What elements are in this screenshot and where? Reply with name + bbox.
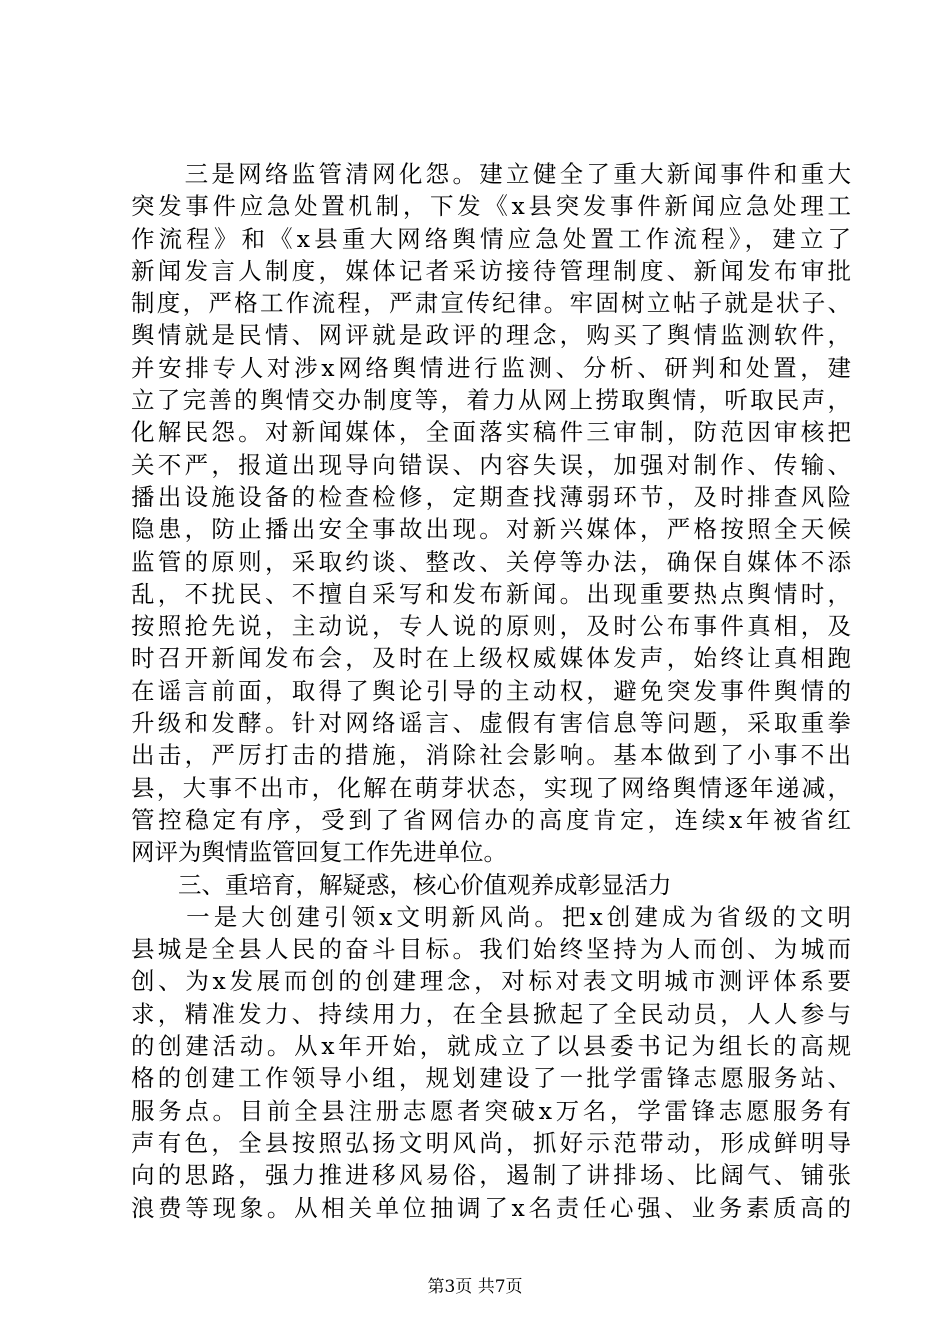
text-line: 制度，严格工作流程，严肃宣传纪律。牢固树立帖子就是状子、: [131, 289, 851, 318]
text-line: 按照抢先说，主动说，专人说的原则，及时公布事件真相，及: [131, 612, 851, 641]
text-line: 隐患，防止播出安全事故出现。对新兴媒体，严格按照全天候: [131, 515, 851, 544]
text-line: 县，大事不出市，化解在萌芽状态，实现了网络舆情逐年递减，: [131, 773, 851, 802]
text-line: 一是大创建引领x文明新风尚。把x创建成为省级的文明: [131, 902, 851, 931]
text-line: 创、为x发展而创的创建理念，对标对表文明城市测评体系要: [131, 967, 851, 996]
text-line: 声有色，全县按照弘扬文明风尚，抓好示范带动，形成鲜明导: [131, 1128, 851, 1157]
text-line: 在谣言前面，取得了舆论引导的主动权，避免突发事件舆情的: [131, 676, 851, 705]
text-line: 三是网络监管清网化怨。建立健全了重大新闻事件和重大: [131, 160, 851, 188]
text-line: 县城是全县人民的奋斗目标。我们始终坚持为人而创、为城而: [131, 935, 851, 964]
page-footer: [0, 1272, 950, 1297]
text-line: 关不严，报道出现导向错误、内容失误，加强对制作、传输、: [131, 450, 851, 479]
text-line: 播出设施设备的检查检修，定期查找薄弱环节，及时排查风险: [131, 482, 851, 511]
text-line: 化解民怨。对新闻媒体，全面落实稿件三审制，防范因审核把: [131, 418, 851, 447]
text-line: 新闻发言人制度，媒体记者采访接待管理制度、新闻发布审批: [131, 256, 851, 285]
text-line: 网评为舆情监管回复工作先进单位。: [131, 838, 507, 867]
text-line: 浪费等现象。从相关单位抽调了x名责任心强、业务素质高的: [131, 1193, 851, 1222]
text-line: 突发事件应急处置机制，下发《x县突发事件新闻应急处理工: [131, 192, 851, 221]
text-line: 向的思路，强力推进移风易俗，遏制了讲排场、比阔气、铺张: [131, 1161, 851, 1190]
body-text: [131, 158, 851, 1224]
page-number: 第3页 共7页: [427, 1277, 523, 1297]
text-line: 出击，严厉打击的措施，消除社会影响。基本做到了小事不出: [131, 741, 851, 770]
text-line: 并安排专人对涉x网络舆情进行监测、分析、研判和处置，建: [131, 353, 851, 382]
text-line: 作流程》和《x县重大网络舆情应急处置工作流程》，建立了: [131, 224, 851, 253]
section-heading: 三、重培育，解疑惑，核心价值观养成彰显活力: [131, 870, 672, 899]
text-line: 服务点。目前全县注册志愿者突破x万名，学雷锋志愿服务有: [131, 1096, 851, 1125]
text-line: 求，精准发力、持续用力，在全县掀起了全民动员，人人参与: [131, 999, 851, 1028]
text-line: 时召开新闻发布会，及时在上级权威媒体发声，始终让真相跑: [131, 644, 851, 673]
text-line: 立了完善的舆情交办制度等，着力从网上捞取舆情，听取民声，: [131, 386, 851, 415]
text-line: 格的创建工作领导小组，规划建设了一批学雷锋志愿服务站、: [131, 1064, 851, 1093]
text-line: 管控稳定有序，受到了省网信办的高度肯定，连续x年被省红: [131, 805, 851, 834]
text-line: 乱，不扰民、不擅自采写和发布新闻。出现重要热点舆情时，: [131, 579, 851, 608]
text-line: 升级和发酵。针对网络谣言、虚假有害信息等问题，采取重拳: [131, 709, 851, 738]
text-line: 的创建活动。从x年开始，就成立了以县委书记为组长的高规: [131, 1032, 851, 1061]
text-line: 监管的原则，采取约谈、整改、关停等办法，确保自媒体不添: [131, 547, 851, 576]
text-line: 舆情就是民情、网评就是政评的理念，购买了舆情监测软件，: [131, 321, 851, 350]
